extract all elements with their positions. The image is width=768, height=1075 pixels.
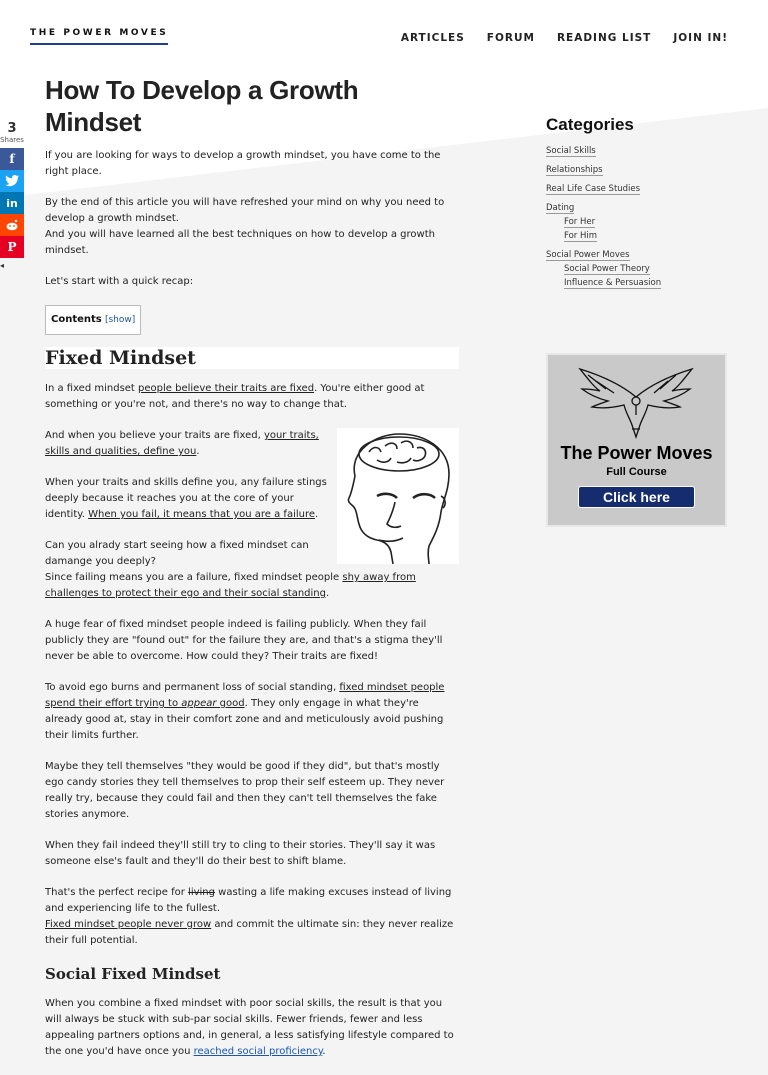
pinterest-share-button[interactable]: [0, 236, 24, 258]
paragraph: Maybe they tell themselves "they would be good if they did", but that's mostly ego candy stories they tell themselves to prop their self esteem up. They never really try, because they could fail and then they can't tell themselves the fake stories anymore.: [45, 761, 445, 820]
collapse-share-icon[interactable]: ◂: [0, 261, 5, 270]
subcategory-for-him[interactable]: For Him: [564, 231, 598, 241]
subcategory-influence-persuasion[interactable]: Influence & Persuasion: [564, 278, 662, 288]
subcategory-for-her[interactable]: For Her: [564, 217, 596, 227]
paragraph: Can you alrady start seeing how a fixed mindset can damange you deeply? Since failing means you are a failure, fixed mindset people shy away from challenges to protect their ego and their social standing.: [45, 540, 416, 599]
category-social-skills[interactable]: Social Skills: [546, 146, 596, 156]
paragraph: To avoid ego burns and permanent loss of social standing, fixed mindset people spend their effort trying to appear good. They only engage in what they're already good at, stay in their comfort zone and and meticulously avoid pushing their limits further.: [45, 682, 445, 741]
brain-head-icon: [337, 428, 459, 564]
pinterest-icon: P: [7, 240, 17, 254]
toc-show-toggle[interactable]: [show]: [104, 315, 136, 325]
paragraph: By the end of this article you will have refreshed your mind on why you need to develop a growth mindset. And you will have learned all the best techniques on how to develop a growth mindset.: [45, 197, 445, 256]
paragraph: And when you believe your traits are fixed, your traits, skills and qualities, define you.: [45, 430, 319, 457]
category-dating-link[interactable]: Dating: [546, 203, 575, 213]
linkedin-icon: in: [6, 196, 18, 210]
section-heading-fixed-mindset: Fixed Mindset: [45, 347, 459, 369]
course-ad-banner[interactable]: [546, 353, 727, 527]
paragraph: When your traits and skills define you, any failure stings deeply because it reaches you at the core of your identity. When you fail, it means that you are a failure.: [45, 477, 327, 520]
category-case-studies[interactable]: Real Life Case Studies: [546, 184, 641, 194]
reddit-icon: [5, 219, 19, 231]
category-relationships[interactable]: Relationships: [546, 165, 603, 175]
ad-subtitle: Full Course: [606, 466, 667, 478]
facebook-share-button[interactable]: [0, 148, 24, 170]
table-of-contents: [45, 305, 141, 335]
paragraph: In a fixed mindset people believe their traits are fixed. You're either good at something or you're not, and there's no way to change that.: [45, 383, 425, 410]
main-nav: [401, 32, 728, 44]
category-dating: [546, 202, 746, 242]
share-label: Shares: [0, 136, 24, 144]
link-shy-away-from-challenges[interactable]: shy away from challenges to protect their ego and their social standing: [45, 572, 416, 599]
ad-title: The Power Moves: [560, 443, 713, 463]
link-traits-define-you[interactable]: your traits, skills and qualities, define you: [45, 430, 319, 457]
paragraph: If you are looking for ways to develop a growth mindset, you have come to the right place.: [45, 150, 441, 177]
link-social-proficiency[interactable]: reached social proficiency: [193, 1046, 323, 1057]
sidebar-title: Categories: [546, 115, 634, 134]
facebook-icon: f: [9, 152, 15, 166]
paragraph: That's the perfect recipe for living wasting a life making excuses instead of living and experiencing life to the fullest. Fixed mindset people never grow and commit the ultimate sin: they never realize their full potential.: [45, 887, 454, 946]
toc-label: Contents: [51, 314, 102, 325]
link-never-grow[interactable]: Fixed mindset people never grow: [45, 919, 212, 930]
twitter-icon: [5, 175, 19, 187]
share-count: 3: [7, 121, 17, 136]
article: [45, 74, 459, 1075]
reddit-share-button[interactable]: [0, 214, 24, 236]
subcategory-social-power-theory[interactable]: Social Power Theory: [564, 264, 650, 274]
category-social-power-moves: [546, 249, 746, 289]
share-bar: [0, 122, 24, 270]
site-logo[interactable]: THE POWER MOVES: [30, 28, 168, 45]
paragraph: Let's start with a quick recap:: [45, 276, 194, 287]
site-header: [0, 0, 768, 70]
twitter-share-button[interactable]: [0, 170, 24, 192]
paragraph: A huge fear of fixed mindset people indeed is failing publicly. When they fail publicly they are "found out" for the failure they are, and that's a stigma they'll never be able to overcome. How could they? Their traits are fixed!: [45, 619, 443, 662]
section-heading-social-fixed-mindset: Social Fixed Mindset: [45, 965, 221, 983]
eagle-icon: [576, 367, 697, 439]
paragraph: When you combine a fixed mindset with poor social skills, the result is that you will always be stuck with sub-par social skills. Fewer friends, fewer and less appealing partners options and, in general, a less satisfying lifestyle compared to the one you'd have once you reached social proficiency.: [45, 998, 454, 1057]
head-illustration: [337, 428, 459, 564]
ad-click-here-button[interactable]: Click here: [578, 486, 695, 508]
category-social-power-moves-link[interactable]: Social Power Moves: [546, 250, 630, 260]
nav-forum[interactable]: FORUM: [486, 32, 535, 44]
link-you-are-a-failure[interactable]: When you fail, it means that you are a failure: [88, 509, 316, 520]
nav-reading-list[interactable]: READING LIST: [556, 32, 652, 44]
sidebar: [546, 115, 746, 296]
nav-articles[interactable]: ARTICLES: [400, 32, 465, 44]
link-appear-good[interactable]: fixed mindset people spend their effort trying to appear good: [45, 682, 445, 709]
linkedin-share-button[interactable]: [0, 192, 24, 214]
article-title: How To Develop a Growth Mindset: [45, 75, 359, 137]
link-traits-fixed[interactable]: people believe their traits are fixed: [138, 383, 315, 394]
nav-join-in[interactable]: JOIN IN!: [673, 32, 728, 44]
paragraph: When they fail indeed they'll still try to cling to their stories. They'll say it was someone else's fault and they'll do their best to shift blame.: [45, 840, 436, 867]
